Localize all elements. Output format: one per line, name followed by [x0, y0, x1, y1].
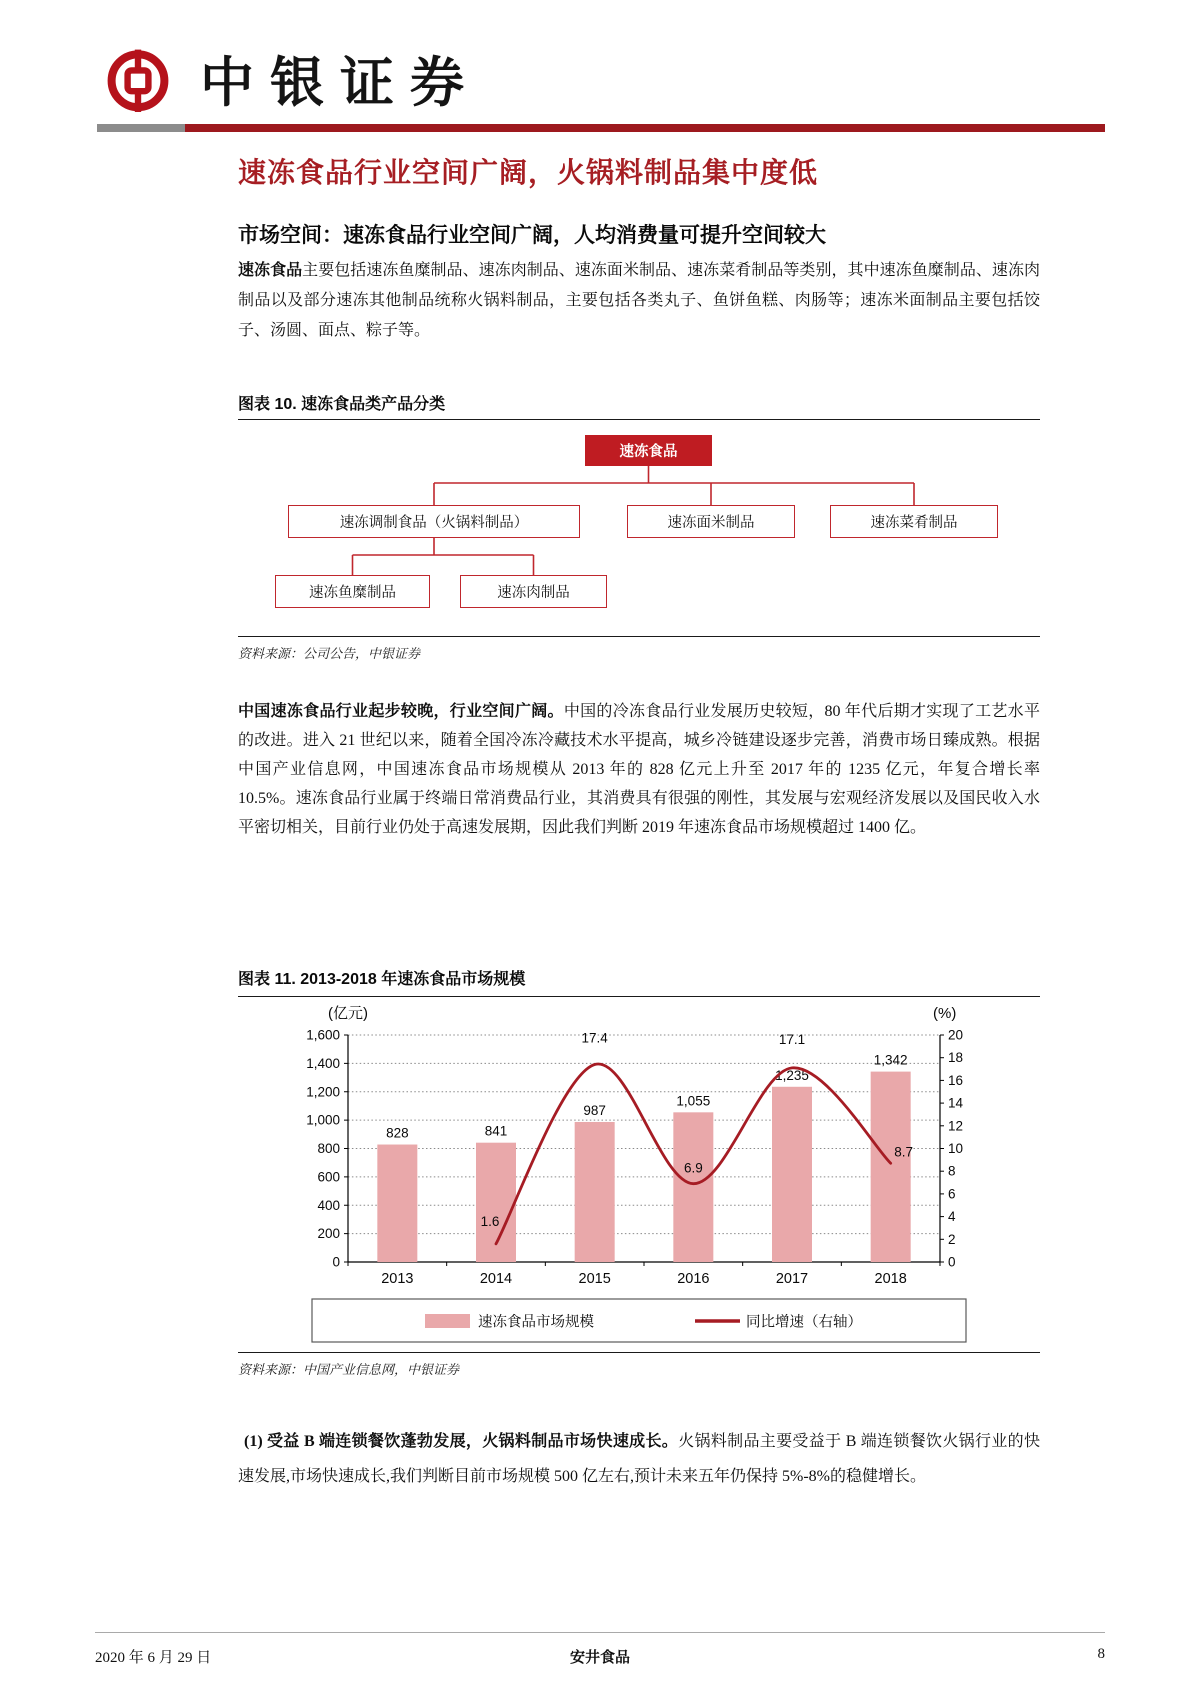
svg-text:14: 14: [948, 1095, 964, 1111]
svg-text:(%): (%): [933, 1005, 957, 1022]
svg-text:6: 6: [948, 1186, 956, 1202]
svg-text:16: 16: [948, 1072, 964, 1088]
svg-text:同比增速（右轴）: 同比增速（右轴）: [746, 1314, 862, 1331]
tree-node-prepared-food: 速冻调制食品（火锅料制品）: [288, 505, 580, 538]
paragraph-2-text: 中国的冷冻食品行业发展历史较短，80 年代后期才实现了工艺水平的改进。进入 21 世纪以来，随着全国冷冻冷藏技术水平提高，城乡冷链建设逐步完善，消费市场日臻成熟。根据中国产业信息网，中国速冻食品市场规模从 2013 年的 828 亿元上升至 2017 年的 1235 亿元，年复合增长率 10.5%。速冻食品行业属于终端日常消费品行业，其消费具有很强的刚性，其发展与宏观经济发展以及国民收入水平密切相关，目前行业仍处于高速发展期，因此我们判断 2019 年速冻食品市场规模超过 1400 亿。: [238, 703, 1040, 836]
svg-text:828: 828: [386, 1125, 409, 1141]
svg-text:1,055: 1,055: [676, 1093, 711, 1109]
svg-text:17.1: 17.1: [778, 1031, 806, 1047]
svg-text:6.9: 6.9: [683, 1160, 703, 1176]
brand-name: 中银证券: [200, 53, 480, 113]
svg-text:0: 0: [948, 1254, 956, 1270]
paragraph-3: [238, 1424, 1040, 1494]
svg-text:987: 987: [583, 1102, 606, 1118]
tree-node-dishes: 速冻菜肴制品: [830, 505, 998, 538]
svg-text:1,000: 1,000: [306, 1112, 340, 1128]
footer-rule: [95, 1632, 1105, 1633]
section-subtitle: 市场空间：速冻食品行业空间广阔，人均消费量可提升空间较大: [238, 223, 826, 247]
svg-text:2016: 2016: [677, 1271, 710, 1287]
paragraph-2-lead: 中国速冻食品行业起步较晚，行业空间广阔。: [238, 703, 564, 720]
tree-node-meat: 速冻肉制品: [460, 575, 607, 608]
paragraph-2: [238, 697, 1040, 842]
classification-diagram: [238, 428, 1040, 635]
svg-text:18: 18: [948, 1050, 964, 1066]
page-title: 速冻食品行业空间广阔，火锅料制品集中度低: [238, 158, 819, 189]
svg-text:2017: 2017: [775, 1271, 809, 1287]
svg-text:1,600: 1,600: [306, 1027, 340, 1043]
tree-node-surimi: 速冻鱼糜制品: [275, 575, 430, 608]
footer-stock-name: 安井食品: [569, 1650, 630, 1666]
figure11-source: 资料来源：中国产业信息网，中银证券: [238, 1362, 460, 1377]
svg-text:2014: 2014: [479, 1271, 513, 1287]
paragraph-3-lead: (1) 受益 B 端连锁餐饮蓬勃发展，火锅料制品市场快速成长。: [244, 1433, 679, 1450]
figure11-caption: 图表 11. 2013-2018 年速冻食品市场规模: [238, 971, 526, 988]
figure10-source: 资料来源：公司公告，中银证券: [238, 646, 421, 661]
figure10-caption: 图表 10. 速冻食品类产品分类: [238, 396, 446, 413]
svg-text:1,400: 1,400: [306, 1055, 340, 1071]
svg-text:1.6: 1.6: [480, 1213, 500, 1229]
svg-text:1,235: 1,235: [775, 1067, 809, 1083]
svg-text:200: 200: [317, 1226, 340, 1242]
svg-text:(亿元): (亿元): [328, 1005, 368, 1022]
footer-page-number: 8: [1097, 1646, 1105, 1662]
svg-text:8: 8: [948, 1163, 956, 1179]
paragraph-1: [238, 256, 1040, 346]
svg-text:速冻食品市场规模: 速冻食品市场规模: [478, 1314, 594, 1331]
svg-text:400: 400: [317, 1197, 340, 1213]
svg-text:2013: 2013: [381, 1271, 414, 1287]
figure10-bottom-rule: [238, 636, 1040, 637]
paragraph-3-text: 火锅料制品主要受益于 B 端连锁餐饮火锅行业的快速发展,市场快速成长,我们判断目前市场规模 500 亿左右,预计未来五年仍保持 5%-8%的稳健增长。: [238, 1433, 1040, 1485]
svg-text:2015: 2015: [578, 1271, 611, 1287]
svg-text:1,342: 1,342: [873, 1052, 908, 1068]
tree-node-root: 速冻食品: [585, 435, 712, 466]
svg-text:2: 2: [948, 1231, 956, 1247]
svg-text:12: 12: [948, 1118, 964, 1134]
footer-date: 2020 年 6 月 29 日: [95, 1650, 212, 1666]
header-bar-gray: [97, 124, 185, 132]
paragraph-1-lead: 速冻食品: [238, 262, 303, 279]
svg-text:0: 0: [332, 1254, 340, 1270]
figure10-top-rule: [238, 419, 1040, 420]
paragraph-1-text: 主要包括速冻鱼糜制品、速冻肉制品、速冻面米制品、速冻菜肴制品等类别，其中速冻鱼糜制品、速冻肉制品以及部分速冻其他制品统称火锅料制品，主要包括各类丸子、鱼饼鱼糕、肉肠等；速冻米面制品主要包括饺子、汤圆、面点、粽子等。: [238, 262, 1040, 339]
tree-node-rice-flour: 速冻面米制品: [627, 505, 795, 538]
figure11-bottom-rule: [238, 1352, 1040, 1353]
svg-text:20: 20: [948, 1027, 964, 1043]
svg-text:841: 841: [484, 1123, 508, 1139]
svg-text:17.4: 17.4: [581, 1030, 608, 1046]
header-bar: [97, 124, 1105, 132]
svg-text:2018: 2018: [874, 1271, 907, 1287]
svg-text:600: 600: [317, 1169, 340, 1185]
market-chart: [238, 1002, 1040, 1352]
header-bar-red: [185, 124, 1105, 132]
boc-logo-icon: [106, 47, 170, 113]
svg-text:800: 800: [317, 1141, 340, 1156]
svg-text:8.7: 8.7: [894, 1144, 914, 1160]
svg-text:4: 4: [948, 1209, 956, 1225]
svg-text:10: 10: [948, 1141, 964, 1156]
svg-text:1,200: 1,200: [306, 1084, 340, 1100]
figure11-top-rule: [238, 996, 1040, 997]
